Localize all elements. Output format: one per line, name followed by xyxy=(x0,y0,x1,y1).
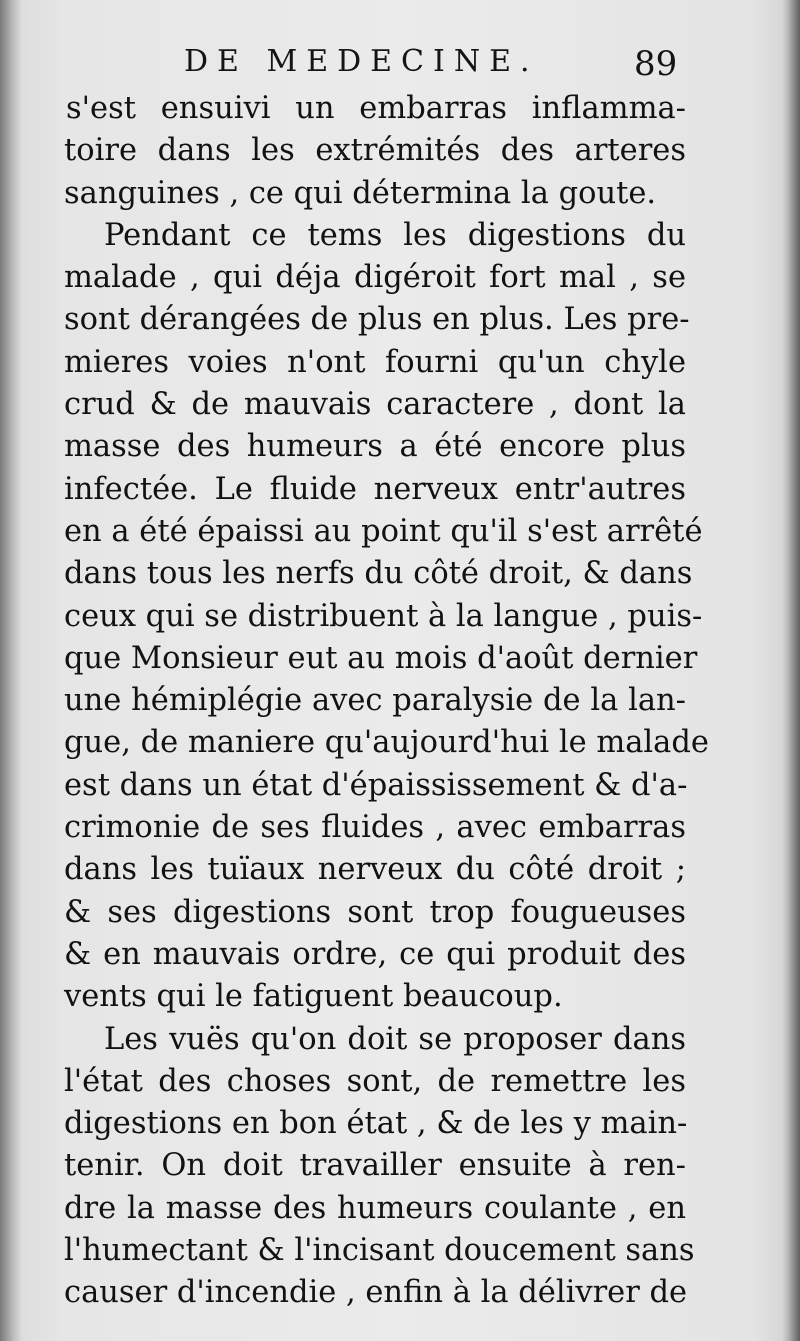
text-line: dre la masse des humeurs coulante , en xyxy=(64,1190,686,1226)
text-line: vents qui le fatiguent beaucoup. xyxy=(64,979,563,1015)
text-line: ceux qui se distribuent à la langue , puis- xyxy=(64,598,703,634)
text-line: malade , qui déja digéroit fort mal , se xyxy=(64,260,686,296)
text-line: Les vuës qu'on doit se proposer dans xyxy=(104,1021,686,1057)
page-right-shadow xyxy=(782,0,800,1341)
text-line: causer d'incendie , enfin à la délivrer de xyxy=(64,1275,688,1311)
text-line: est dans un état d'épaississement & d'a- xyxy=(64,767,688,803)
text-line: s'est ensuivi un embarras inflamma- xyxy=(66,91,686,126)
text-line: toire dans les extrémités des arteres xyxy=(64,133,686,169)
text-line: tenir. On doit travailler ensuite à ren- xyxy=(64,1148,686,1184)
running-head xyxy=(0,44,800,88)
page-number: 89 xyxy=(634,44,678,84)
running-head-title: DE MEDECINE. xyxy=(184,44,539,79)
text-line: Pendant ce tems les digestions du xyxy=(104,217,686,253)
text-line: une hémiplégie avec paralysie de la lan- xyxy=(64,683,686,719)
text-line: dans les tuïaux nerveux du côté droit ; xyxy=(64,852,686,888)
text-line: dans tous les nerfs du côté droit, & dans xyxy=(64,556,693,592)
text-line: infectée. Le fluide nerveux entr'autres xyxy=(64,471,686,507)
text-line: gue, de maniere qu'aujourd'hui le malade xyxy=(64,725,709,761)
page-left-shadow xyxy=(0,0,22,1341)
text-line: masse des humeurs a été encore plus xyxy=(64,429,686,465)
body-text xyxy=(64,88,709,1315)
text-line: crud & de mauvais caractere , dont la xyxy=(64,387,686,423)
text-line: mieres voies n'ont fourni qu'un chyle xyxy=(64,344,686,380)
text-line: sont dérangées de plus en plus. Les pre- xyxy=(64,302,690,338)
text-line: en a été épaissi au point qu'il s'est arrêté xyxy=(64,513,703,549)
text-line: que Monsieur eut au mois d'août dernier xyxy=(64,640,698,676)
text-line: crimonie de ses fluides , avec embarras xyxy=(64,810,686,846)
text-line: l'état des choses sont, de remettre les xyxy=(64,1063,686,1099)
text-line: sanguines , ce qui détermina la goute. xyxy=(64,175,657,211)
text-line: & ses digestions sont trop fougueuses xyxy=(64,894,686,930)
text-line: digestions en bon état , & de les y main- xyxy=(64,1106,688,1142)
text-line: l'humectant & l'incisant doucement sans xyxy=(64,1233,695,1269)
text-line: & en mauvais ordre, ce qui produit des xyxy=(64,936,686,972)
